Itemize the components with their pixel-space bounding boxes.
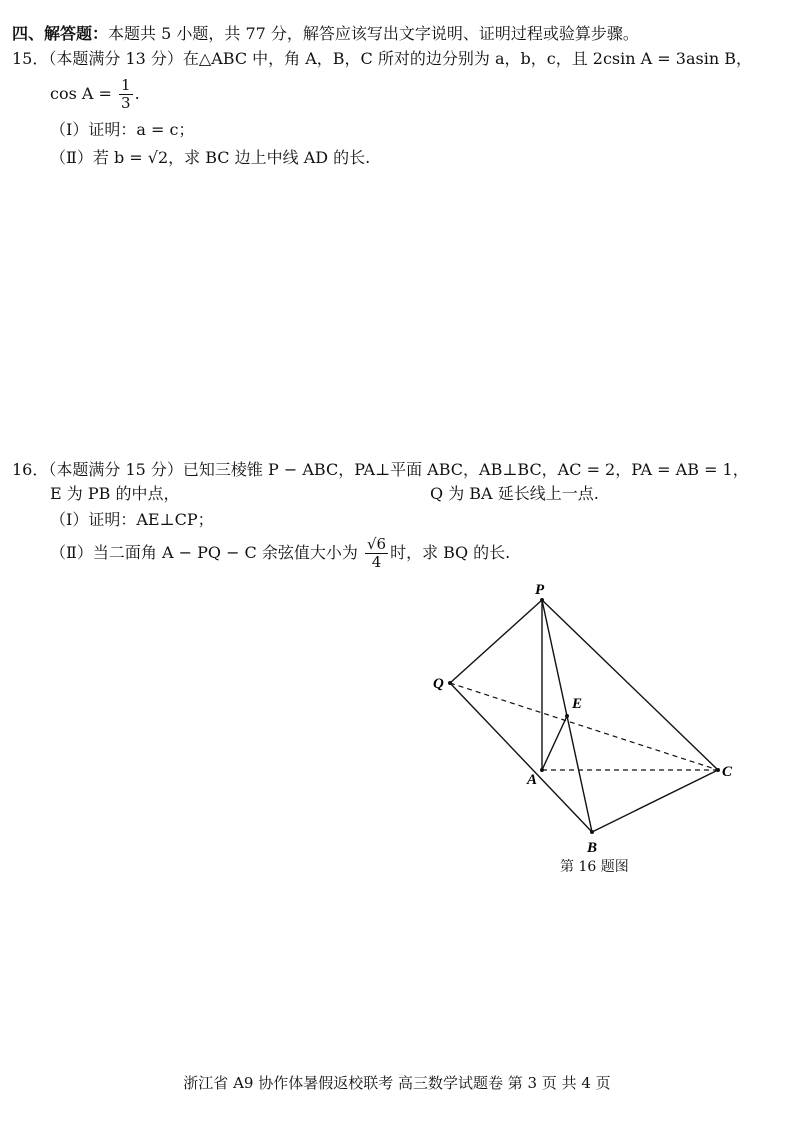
q15-fraction (119, 77, 133, 112)
q16-part2-prefix: （Ⅱ）当二面角 A − PQ − C 余弦值大小为 (50, 543, 358, 562)
q15-stem: （本题满分 13 分）在△ABC 中，角 A，B，C 所对的边分别为 a，b，c，且 2csin A = 3asin B， (48, 49, 752, 68)
q15-frac-num: 1 (121, 76, 131, 94)
q16-stem-line2a: E 为 PB 的中点， (50, 484, 180, 503)
section-header (12, 24, 639, 44)
q16-part2 (50, 530, 510, 576)
dashed-QC (450, 683, 718, 770)
point-B (590, 830, 594, 834)
q16-figure (430, 580, 750, 880)
edge-PC (542, 600, 718, 770)
point-C (716, 768, 720, 772)
q16-stem-line2b: Q 为 BA 延长线上一点. (430, 484, 599, 503)
q16-stem: （本题满分 15 分）已知三棱锥 P − ABC，PA⊥平面 ABC，AB⊥BC，AC = 2，PA = AB = 1， (48, 460, 749, 479)
q15-part1: （Ⅰ）证明：a = c； (50, 120, 195, 139)
label-Q: Q (433, 676, 444, 692)
q15-part2: （Ⅱ）若 b = √2，求 BC 边上中线 AD 的长. (50, 148, 371, 167)
point-P (540, 598, 544, 602)
edge-PQ (450, 600, 542, 683)
q15-stem-end: . (134, 84, 140, 103)
q15-stem-line2 (50, 72, 140, 116)
q16-frac-num: √6 (366, 535, 387, 553)
q16-fraction (365, 536, 388, 571)
label-C: C (722, 764, 733, 780)
q15-frac-den: 3 (121, 94, 131, 112)
q15-cos-label: cos A = (50, 84, 112, 103)
figure-caption: 第 16 题图 (560, 859, 629, 875)
segment-AE (542, 716, 567, 770)
q16-frac-den: 4 (371, 553, 382, 571)
label-B: B (587, 840, 598, 856)
q16-part2-suffix: 时，求 BQ 的长. (390, 543, 511, 562)
q15-stem-line1 (12, 49, 752, 69)
edge-BC (592, 770, 718, 832)
label-E: E (572, 696, 583, 712)
label-A: A (527, 772, 538, 788)
section-heading: 四、解答题： (12, 24, 109, 43)
section-instruction: 本题共 5 小题，共 77 分，解答应该写出文字说明、证明过程或验算步骤。 (108, 24, 639, 43)
point-A (540, 768, 544, 772)
q15-number: 15． (12, 49, 49, 68)
edge-QB (450, 683, 592, 832)
pyramid-diagram (430, 580, 750, 880)
q16-part1: （Ⅰ）证明：AE⊥CP； (50, 510, 214, 529)
label-P: P (535, 582, 545, 598)
point-E (565, 714, 569, 718)
q16-stem-line1 (12, 460, 749, 480)
point-Q (448, 681, 452, 685)
q16-number: 16． (12, 460, 49, 479)
page-footer: 浙江省 A9 协作体暑假返校联考 高三数学试题卷 第 3 页 共 4 页 (183, 1074, 611, 1092)
